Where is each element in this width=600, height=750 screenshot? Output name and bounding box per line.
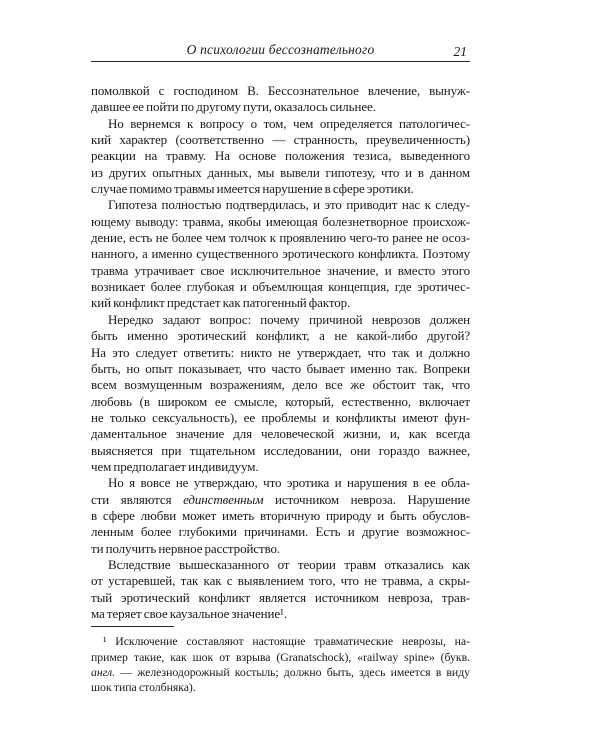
- running-head-title: О психологии бессознательного: [186, 42, 375, 57]
- text-line: ма теряет свое каузальное значение¹.: [91, 606, 287, 621]
- text-line: не только сексуальность), ее проблемы и конфликты имеют фун-: [91, 409, 470, 425]
- text-line: ющему выводу: травма, якобы имеющая болезнетворное происхож-: [91, 213, 470, 229]
- text-line: англ. — железнодорожный костыль; должно быть, здесь имеется в виду: [91, 664, 470, 679]
- footnote-separator: [91, 626, 174, 627]
- text-line: дение, есть не более чем толчок к проявлению чего-то ранее не осоз-: [91, 230, 470, 246]
- footnote: [91, 634, 470, 695]
- text-line: реакции на травму. На основе положения тезиса, выведенного: [91, 148, 470, 164]
- text-line: случае помимо травмы имеется нарушение в сфере эротики.: [91, 181, 414, 197]
- text-line: Гипотеза полностью подтвердилась, и это приводит нас к следу-: [108, 197, 470, 213]
- text-line: быть, но опыт показывает, что часто бывает именно так. Вопреки: [91, 360, 470, 376]
- paragraph: [91, 312, 470, 475]
- paragraph: [91, 475, 470, 557]
- text-line: всем возмущенным возражениям, дело все же обстоит так, что: [91, 377, 470, 393]
- page-number: 21: [453, 44, 467, 59]
- text-line: кий характер (соответственно — странность, преувеличенность): [91, 132, 470, 148]
- text-line: из других опытных данных, мы вывели гипотезу, что и в данном: [91, 164, 470, 180]
- text-line: травма утрачивает свое исключительное значение, и вместо этого: [91, 262, 470, 278]
- text-line: Нередко задают вопрос: почему причиной неврозов должен: [108, 311, 470, 327]
- text-line: нанного, а именно существенного эротического конфликта. Поэтому: [91, 246, 470, 262]
- text-line: На это следует ответить: никто не утверждает, что так и должно: [91, 344, 470, 360]
- text-line: чем предполагает индивидуум.: [91, 458, 259, 474]
- text-line: помолвкой с господином В. Бессознательное влечение, вынуж-: [91, 83, 470, 98]
- text-line: Но я вовсе не утверждаю, что эротика и нарушения в ее обла-: [108, 475, 470, 491]
- text-line: пример такие, как шок от взрыва (Granatschock), «railway spine» (букв.: [91, 649, 470, 664]
- text-line: Но вернемся к вопросу о том, чем определяется патологичес-: [108, 115, 470, 131]
- text-line: давшее ее пойти по другому пути, оказалось сильнее.: [91, 99, 376, 115]
- running-head: [91, 0, 470, 62]
- text-line: в сфере любви может иметь вторичную природу и быть обуслов-: [91, 507, 470, 523]
- text-line: любовь (в широком ее смысле, который, естественно, включает: [91, 393, 470, 409]
- text-line: быть именно эротический конфликт, а не какой-либо другой?: [91, 328, 470, 344]
- paragraph: [91, 83, 470, 116]
- text-line: даментальное значение для человеческой жизни, и, как всегда: [91, 426, 470, 442]
- text-block: [91, 0, 470, 695]
- text-line: возникает более глубокая и объемлющая концепция, где эротичес-: [91, 279, 470, 295]
- text-line: шок типа столбняка).: [91, 679, 196, 694]
- text-line: от устаревшей, так как с выявлением того, что не травма, а скры-: [91, 573, 470, 589]
- paragraph: [91, 197, 470, 311]
- paragraph: [91, 557, 470, 622]
- text-line: сти являются единственным источником невроза. Нарушение: [91, 491, 470, 507]
- text-line: ленным более глубокими причинами. Есть и другие возможнос-: [91, 524, 470, 540]
- text-line: тый эротический конфликт является источником невроза, трав-: [91, 589, 470, 605]
- text-line: ¹ Исключение составляют настоящие травматические неврозы, на-: [103, 634, 470, 649]
- body-text: [91, 83, 470, 622]
- text-line: выясняется при тщательном исследовании, они гораздо важнее,: [91, 442, 470, 458]
- paragraph: [91, 634, 470, 695]
- text-line: Вследствие вышесказанного от теории травм отказались как: [108, 556, 470, 572]
- paragraph: [91, 116, 470, 198]
- text-line: ти получить нервное расстройство.: [91, 540, 281, 556]
- text-line: кий конфликт предстает как патогенный фактор.: [91, 295, 351, 311]
